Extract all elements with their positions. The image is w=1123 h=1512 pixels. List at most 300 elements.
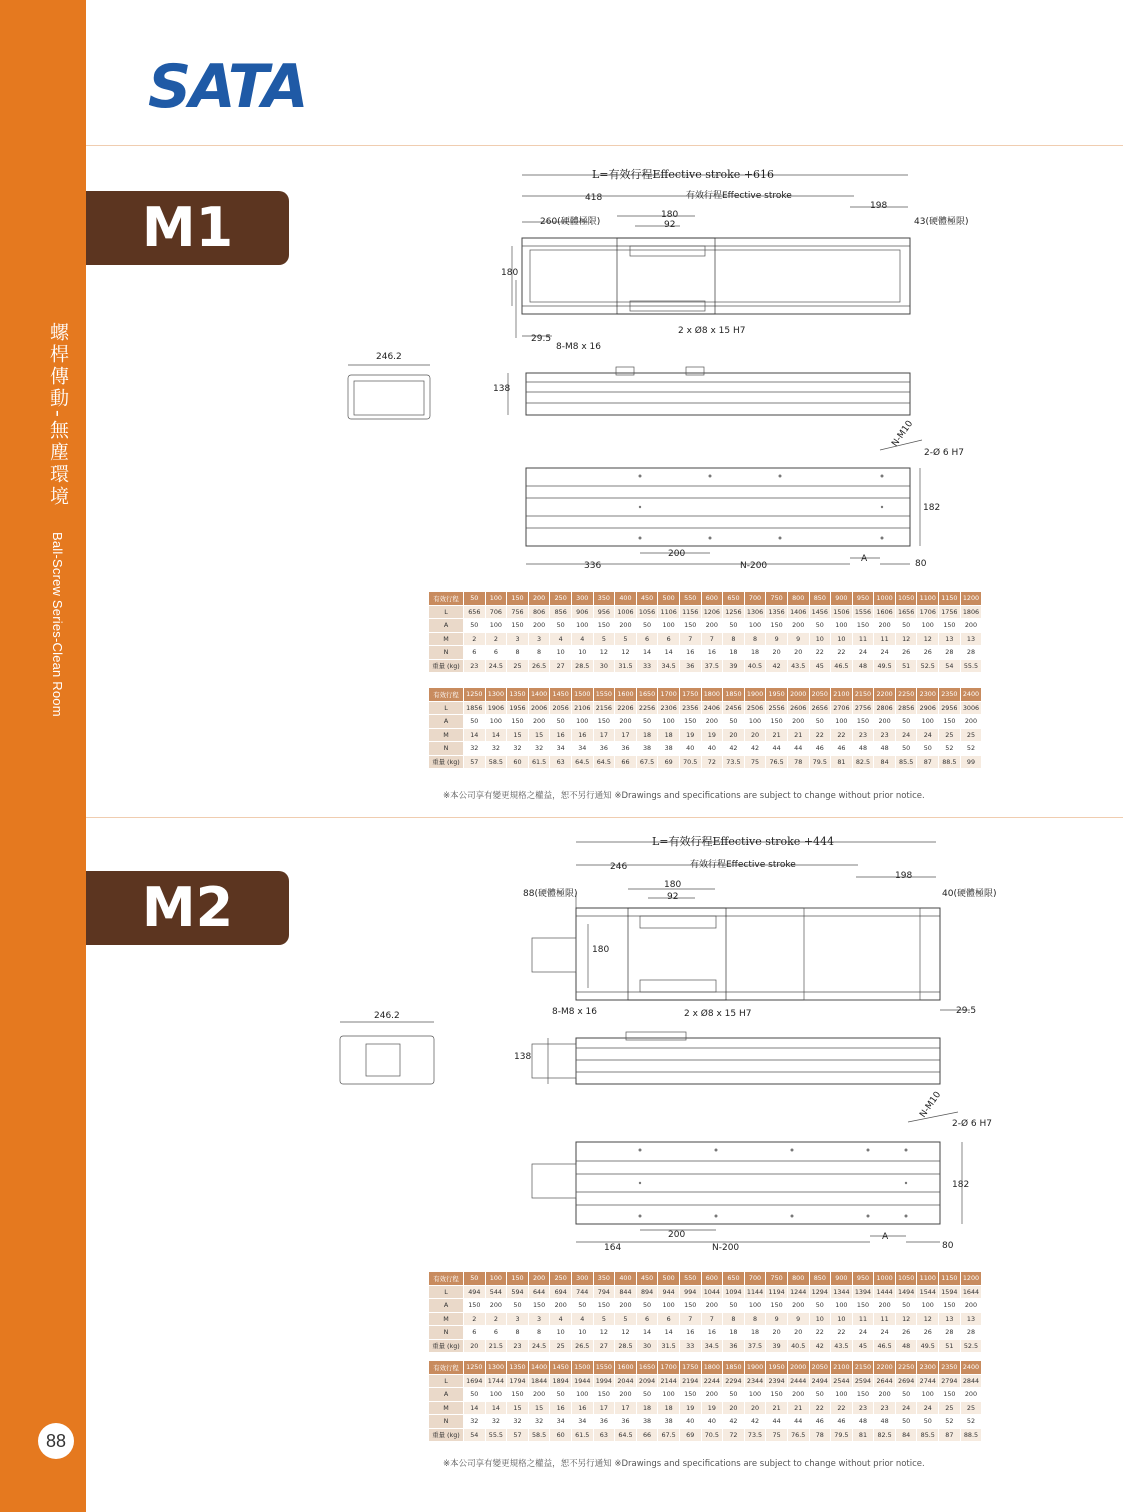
table-cell: 1506 bbox=[831, 605, 853, 619]
table-cell: 100 bbox=[571, 619, 593, 633]
table-cell: 150 bbox=[939, 715, 961, 729]
table-cell: 5 bbox=[593, 1312, 615, 1326]
table-cell: 794 bbox=[593, 1285, 615, 1299]
table-cell: 9 bbox=[766, 1312, 788, 1326]
table-cell: 46.5 bbox=[831, 659, 853, 673]
table-cell: 2 bbox=[485, 632, 507, 646]
table-cell: 10 bbox=[809, 632, 831, 646]
table-cell: 12 bbox=[615, 1326, 637, 1340]
table-cell: 28.5 bbox=[571, 659, 593, 673]
table-header-cell: 300 bbox=[571, 592, 593, 606]
m1-dim-80: 80 bbox=[915, 559, 927, 569]
table-cell: 50 bbox=[550, 1388, 572, 1402]
table-header-row bbox=[429, 1361, 982, 1375]
table-header-cell: 100 bbox=[485, 1272, 507, 1286]
table-header-cell: 2150 bbox=[852, 688, 874, 702]
table-cell: 17 bbox=[615, 1401, 637, 1415]
table-header-cell: 1650 bbox=[636, 688, 658, 702]
table-row bbox=[429, 701, 982, 715]
table-cell: 50 bbox=[550, 619, 572, 633]
table-cell: 2 bbox=[464, 1312, 486, 1326]
sidebar bbox=[0, 0, 86, 1512]
table-row bbox=[429, 1299, 982, 1313]
table-cell: 1844 bbox=[528, 1374, 550, 1388]
table-cell: 52.5 bbox=[917, 659, 939, 673]
table-cell: 150 bbox=[507, 619, 529, 633]
table-cell: 100 bbox=[571, 1388, 593, 1402]
table-cell: 6 bbox=[464, 1326, 486, 1340]
table-cell: 150 bbox=[939, 619, 961, 633]
table-cell: 18 bbox=[723, 646, 745, 660]
table-cell: 52 bbox=[960, 1415, 982, 1429]
table-cell: 31.5 bbox=[615, 659, 637, 673]
row-label-cell: L bbox=[429, 605, 464, 619]
table-cell: 2506 bbox=[744, 701, 766, 715]
table-cell: 23 bbox=[852, 728, 874, 742]
table-cell: 100 bbox=[571, 715, 593, 729]
table-cell: 55.5 bbox=[960, 659, 982, 673]
table-cell: 2156 bbox=[593, 701, 615, 715]
table-cell: 1356 bbox=[766, 605, 788, 619]
table-cell: 8 bbox=[528, 646, 550, 660]
table-cell: 28 bbox=[939, 1326, 961, 1340]
table-cell: 64.5 bbox=[571, 755, 593, 769]
row-label-cell: L bbox=[429, 701, 464, 715]
table-header-row bbox=[429, 1272, 982, 1286]
table-cell: 200 bbox=[874, 1299, 896, 1313]
table-cell: 844 bbox=[615, 1285, 637, 1299]
m2-dim-200: 200 bbox=[668, 1230, 686, 1240]
table-cell: 50 bbox=[464, 715, 486, 729]
m2-dim-stroke: 有效行程Effective stroke bbox=[690, 860, 796, 870]
table-cell: 55.5 bbox=[485, 1428, 507, 1442]
table-header-row bbox=[429, 592, 982, 606]
table-cell: 23 bbox=[874, 1401, 896, 1415]
table-cell: 18 bbox=[723, 1326, 745, 1340]
table-cell: 150 bbox=[528, 1299, 550, 1313]
table-cell: 78 bbox=[809, 1428, 831, 1442]
table-cell: 894 bbox=[636, 1285, 658, 1299]
table-cell: 2606 bbox=[787, 701, 809, 715]
table-cell: 49.5 bbox=[874, 659, 896, 673]
table-header-cell: 1850 bbox=[723, 1361, 745, 1375]
table-cell: 706 bbox=[485, 605, 507, 619]
table-cell: 150 bbox=[593, 1388, 615, 1402]
table-header-cell: 1000 bbox=[874, 1272, 896, 1286]
table-cell: 43.5 bbox=[831, 1339, 853, 1353]
table-cell: 34 bbox=[550, 1415, 572, 1429]
table-cell: 14 bbox=[636, 1326, 658, 1340]
table-cell: 12 bbox=[895, 1312, 917, 1326]
table-cell: 5 bbox=[615, 1312, 637, 1326]
table-cell: 22 bbox=[831, 1326, 853, 1340]
table-row bbox=[429, 715, 982, 729]
table-cell: 88.5 bbox=[939, 755, 961, 769]
table-cell: 49.5 bbox=[917, 1339, 939, 1353]
table-header-cell: 有效行程 bbox=[429, 1272, 464, 1286]
table-cell: 150 bbox=[464, 1299, 486, 1313]
table-cell: 7 bbox=[679, 632, 701, 646]
table-cell: 2456 bbox=[723, 701, 745, 715]
table-cell: 99 bbox=[960, 755, 982, 769]
table-header-cell: 1600 bbox=[615, 1361, 637, 1375]
table-cell: 50 bbox=[723, 1299, 745, 1313]
table-cell: 9 bbox=[766, 632, 788, 646]
table-cell: 200 bbox=[528, 619, 550, 633]
table-cell: 40.5 bbox=[744, 659, 766, 673]
table-cell: 150 bbox=[593, 715, 615, 729]
sidebar-title-en: Ball-Screw Series-Clean Room bbox=[50, 532, 65, 717]
table-cell: 1444 bbox=[874, 1285, 896, 1299]
table-cell: 16 bbox=[679, 646, 701, 660]
table-header-cell: 2050 bbox=[809, 688, 831, 702]
table-cell: 100 bbox=[917, 715, 939, 729]
table-cell: 21 bbox=[787, 728, 809, 742]
table-cell: 33 bbox=[679, 1339, 701, 1353]
m1-dim-198: 198 bbox=[870, 201, 888, 211]
table-header-cell: 250 bbox=[550, 592, 572, 606]
table-cell: 906 bbox=[571, 605, 593, 619]
table-cell: 3 bbox=[528, 632, 550, 646]
table-cell: 37.5 bbox=[744, 1339, 766, 1353]
table-cell: 1344 bbox=[831, 1285, 853, 1299]
table-cell: 52 bbox=[939, 1415, 961, 1429]
table-cell: 2106 bbox=[571, 701, 593, 715]
table-header-cell: 900 bbox=[831, 592, 853, 606]
m2-spec-table-1 bbox=[428, 1271, 982, 1353]
table-cell: 48 bbox=[852, 659, 874, 673]
table-cell: 2556 bbox=[766, 701, 788, 715]
table-cell: 100 bbox=[917, 619, 939, 633]
table-cell: 26 bbox=[917, 646, 939, 660]
table-cell: 69 bbox=[679, 1428, 701, 1442]
table-cell: 25 bbox=[939, 728, 961, 742]
table-cell: 36 bbox=[615, 742, 637, 756]
row-label-cell: N bbox=[429, 742, 464, 756]
m2-dim-29-5: 29.5 bbox=[956, 1006, 977, 1016]
table-cell: 43.5 bbox=[787, 659, 809, 673]
table-header-cell: 2200 bbox=[874, 688, 896, 702]
table-row bbox=[429, 1428, 982, 1442]
divider-top bbox=[86, 145, 1123, 146]
table-cell: 2706 bbox=[831, 701, 853, 715]
table-cell: 2394 bbox=[766, 1374, 788, 1388]
m1-dim-182: 182 bbox=[923, 503, 941, 513]
table-row bbox=[429, 1374, 982, 1388]
table-cell: 46 bbox=[831, 742, 853, 756]
table-cell: 31.5 bbox=[658, 1339, 680, 1353]
table-row bbox=[429, 1415, 982, 1429]
table-cell: 52.5 bbox=[960, 1339, 982, 1353]
table-cell: 79.5 bbox=[809, 755, 831, 769]
table-cell: 956 bbox=[593, 605, 615, 619]
table-header-cell: 350 bbox=[593, 592, 615, 606]
table-cell: 2756 bbox=[852, 701, 874, 715]
table-cell: 46.5 bbox=[874, 1339, 896, 1353]
m2-dim-40: 40(硬體極限) bbox=[942, 889, 997, 899]
table-cell: 10 bbox=[550, 1326, 572, 1340]
table-cell: 200 bbox=[615, 619, 637, 633]
table-header-cell: 1950 bbox=[766, 1361, 788, 1375]
table-cell: 54 bbox=[464, 1428, 486, 1442]
table-header-cell: 800 bbox=[787, 592, 809, 606]
table-cell: 200 bbox=[615, 715, 637, 729]
table-header-cell: 1400 bbox=[528, 688, 550, 702]
table-cell: 20 bbox=[787, 646, 809, 660]
table-cell: 1556 bbox=[852, 605, 874, 619]
table-header-cell: 650 bbox=[723, 1272, 745, 1286]
table-cell: 150 bbox=[593, 619, 615, 633]
table-cell: 8 bbox=[723, 1312, 745, 1326]
table-cell: 50 bbox=[636, 715, 658, 729]
table-cell: 2244 bbox=[701, 1374, 723, 1388]
table-header-cell: 400 bbox=[615, 1272, 637, 1286]
table-cell: 1706 bbox=[917, 605, 939, 619]
table-header-cell: 500 bbox=[658, 1272, 680, 1286]
row-label-cell: N bbox=[429, 1326, 464, 1340]
table-cell: 8 bbox=[723, 632, 745, 646]
table-cell: 23 bbox=[507, 1339, 529, 1353]
table-cell: 45 bbox=[852, 1339, 874, 1353]
table-cell: 24 bbox=[917, 728, 939, 742]
table-cell: 16 bbox=[701, 646, 723, 660]
row-label-cell: L bbox=[429, 1285, 464, 1299]
table-cell: 84 bbox=[874, 755, 896, 769]
table-cell: 2494 bbox=[809, 1374, 831, 1388]
table-cell: 44 bbox=[766, 1415, 788, 1429]
table-cell: 26 bbox=[895, 1326, 917, 1340]
table-header-cell: 700 bbox=[744, 1272, 766, 1286]
table-header-cell: 1750 bbox=[679, 688, 701, 702]
table-cell: 44 bbox=[766, 742, 788, 756]
table-cell: 20 bbox=[723, 728, 745, 742]
table-header-cell: 1450 bbox=[550, 688, 572, 702]
table-cell: 100 bbox=[658, 715, 680, 729]
table-cell: 82.5 bbox=[874, 1428, 896, 1442]
table-cell: 32 bbox=[485, 1415, 507, 1429]
table-cell: 2656 bbox=[809, 701, 831, 715]
table-cell: 15 bbox=[507, 1401, 529, 1415]
table-cell: 200 bbox=[787, 715, 809, 729]
table-cell: 2306 bbox=[658, 701, 680, 715]
table-cell: 594 bbox=[507, 1285, 529, 1299]
table-cell: 150 bbox=[852, 1299, 874, 1313]
table-cell: 23 bbox=[874, 728, 896, 742]
table-cell: 32 bbox=[464, 1415, 486, 1429]
table-cell: 1756 bbox=[939, 605, 961, 619]
table-header-cell: 1600 bbox=[615, 688, 637, 702]
m1-dim-260: 260(硬體極限) bbox=[540, 217, 601, 227]
table-cell: 10 bbox=[571, 646, 593, 660]
m2-disclaimer: ※本公司享有變更規格之權益，恕不另行通知 ※Drawings and specifications are subject to change without prior notice. bbox=[443, 1459, 925, 1469]
table-cell: 24.5 bbox=[528, 1339, 550, 1353]
table-cell: 10 bbox=[831, 1312, 853, 1326]
m2-dim-80: 80 bbox=[942, 1241, 954, 1251]
table-cell: 1406 bbox=[787, 605, 809, 619]
table-cell: 46 bbox=[809, 742, 831, 756]
m1-dim-a: A bbox=[861, 554, 868, 564]
table-cell: 6 bbox=[658, 1312, 680, 1326]
table-cell: 61.5 bbox=[528, 755, 550, 769]
table-cell: 20 bbox=[744, 1401, 766, 1415]
table-cell: 11 bbox=[874, 1312, 896, 1326]
table-row bbox=[429, 742, 982, 756]
table-header-cell: 1300 bbox=[485, 1361, 507, 1375]
table-cell: 50 bbox=[571, 1299, 593, 1313]
table-cell: 9 bbox=[787, 632, 809, 646]
table-cell: 48 bbox=[874, 742, 896, 756]
table-cell: 36 bbox=[679, 659, 701, 673]
table-header-cell: 1450 bbox=[550, 1361, 572, 1375]
table-cell: 1294 bbox=[809, 1285, 831, 1299]
table-cell: 50 bbox=[723, 715, 745, 729]
table-header-cell: 2300 bbox=[917, 688, 939, 702]
table-header-cell: 1900 bbox=[744, 688, 766, 702]
table-cell: 15 bbox=[528, 1401, 550, 1415]
table-cell: 3 bbox=[528, 1312, 550, 1326]
table-cell: 2694 bbox=[895, 1374, 917, 1388]
table-header-cell: 1300 bbox=[485, 688, 507, 702]
table-cell: 50 bbox=[895, 1388, 917, 1402]
table-row bbox=[429, 659, 982, 673]
table-cell: 17 bbox=[593, 1401, 615, 1415]
table-cell: 32 bbox=[528, 1415, 550, 1429]
table-cell: 39 bbox=[766, 1339, 788, 1353]
table-cell: 67.5 bbox=[636, 755, 658, 769]
table-cell: 5 bbox=[593, 632, 615, 646]
table-header-cell: 300 bbox=[571, 1272, 593, 1286]
m2-dim-a: A bbox=[882, 1232, 889, 1242]
table-cell: 3 bbox=[507, 632, 529, 646]
table-cell: 1944 bbox=[571, 1374, 593, 1388]
table-cell: 28 bbox=[939, 646, 961, 660]
table-row bbox=[429, 619, 982, 633]
row-label-cell: 重量 (kg) bbox=[429, 1428, 464, 1442]
table-cell: 7 bbox=[701, 632, 723, 646]
table-cell: 46 bbox=[809, 1415, 831, 1429]
m2-dim-198: 198 bbox=[895, 871, 913, 881]
table-cell: 150 bbox=[679, 1388, 701, 1402]
table-cell: 60 bbox=[550, 1428, 572, 1442]
table-cell: 50 bbox=[550, 715, 572, 729]
table-cell: 2406 bbox=[701, 701, 723, 715]
table-header-cell: 850 bbox=[809, 592, 831, 606]
table-cell: 42 bbox=[744, 742, 766, 756]
m2-dim-pin6: 2-Ø 6 H7 bbox=[952, 1119, 992, 1129]
table-row bbox=[429, 1401, 982, 1415]
table-cell: 19 bbox=[679, 728, 701, 742]
table-cell: 200 bbox=[874, 619, 896, 633]
table-cell: 2044 bbox=[615, 1374, 637, 1388]
table-cell: 200 bbox=[960, 715, 982, 729]
table-cell: 50 bbox=[507, 1299, 529, 1313]
table-header-cell: 1350 bbox=[507, 688, 529, 702]
table-cell: 50 bbox=[809, 1299, 831, 1313]
table-header-cell: 650 bbox=[723, 592, 745, 606]
m1-dim-180: 180 bbox=[661, 210, 679, 220]
table-cell: 22 bbox=[809, 728, 831, 742]
m1-dim-200: 200 bbox=[668, 549, 686, 559]
table-header-cell: 2350 bbox=[939, 1361, 961, 1375]
table-cell: 32 bbox=[507, 742, 529, 756]
table-header-cell: 2100 bbox=[831, 688, 853, 702]
table-cell: 18 bbox=[658, 1401, 680, 1415]
table-cell: 40 bbox=[679, 742, 701, 756]
table-cell: 21 bbox=[766, 1401, 788, 1415]
table-cell: 11 bbox=[852, 632, 874, 646]
table-cell: 1656 bbox=[895, 605, 917, 619]
table-header-cell: 450 bbox=[636, 592, 658, 606]
table-header-cell: 2100 bbox=[831, 1361, 853, 1375]
table-cell: 2956 bbox=[939, 701, 961, 715]
table-cell: 100 bbox=[831, 1299, 853, 1313]
table-cell: 7 bbox=[701, 1312, 723, 1326]
table-cell: 2 bbox=[464, 632, 486, 646]
table-header-cell: 1650 bbox=[636, 1361, 658, 1375]
table-cell: 20 bbox=[787, 1326, 809, 1340]
table-cell: 15 bbox=[507, 728, 529, 742]
table-cell: 1544 bbox=[917, 1285, 939, 1299]
table-cell: 1006 bbox=[615, 605, 637, 619]
table-cell: 25 bbox=[550, 1339, 572, 1353]
table-cell: 18 bbox=[636, 728, 658, 742]
table-cell: 150 bbox=[939, 1388, 961, 1402]
table-cell: 6 bbox=[485, 646, 507, 660]
table-cell: 1794 bbox=[507, 1374, 529, 1388]
table-cell: 3 bbox=[507, 1312, 529, 1326]
m2-drawing bbox=[330, 828, 997, 1258]
table-cell: 1056 bbox=[636, 605, 658, 619]
table-cell: 2794 bbox=[939, 1374, 961, 1388]
table-header-cell: 100 bbox=[485, 592, 507, 606]
table-cell: 63 bbox=[593, 1428, 615, 1442]
table-cell: 52 bbox=[960, 742, 982, 756]
table-cell: 22 bbox=[831, 728, 853, 742]
table-cell: 87 bbox=[939, 1428, 961, 1442]
table-cell: 150 bbox=[852, 715, 874, 729]
table-cell: 72 bbox=[723, 1428, 745, 1442]
table-cell: 44 bbox=[787, 1415, 809, 1429]
table-header-cell: 有效行程 bbox=[429, 1361, 464, 1375]
table-cell: 20 bbox=[464, 1339, 486, 1353]
table-cell: 2906 bbox=[917, 701, 939, 715]
m2-dim-n-200: N-200 bbox=[712, 1243, 740, 1253]
table-cell: 18 bbox=[744, 1326, 766, 1340]
table-cell: 100 bbox=[658, 1388, 680, 1402]
table-cell: 1894 bbox=[550, 1374, 572, 1388]
table-cell: 63 bbox=[550, 755, 572, 769]
table-header-cell: 550 bbox=[679, 592, 701, 606]
table-cell: 50 bbox=[809, 1388, 831, 1402]
table-cell: 34.5 bbox=[701, 1339, 723, 1353]
table-cell: 16 bbox=[679, 1326, 701, 1340]
table-cell: 100 bbox=[744, 1299, 766, 1313]
table-cell: 32 bbox=[485, 742, 507, 756]
table-cell: 10 bbox=[550, 646, 572, 660]
table-header-cell: 有效行程 bbox=[429, 688, 464, 702]
table-cell: 48 bbox=[852, 742, 874, 756]
table-cell: 28 bbox=[960, 1326, 982, 1340]
table-cell: 7 bbox=[679, 1312, 701, 1326]
table-cell: 10 bbox=[809, 1312, 831, 1326]
table-cell: 100 bbox=[658, 619, 680, 633]
table-header-cell: 50 bbox=[464, 592, 486, 606]
table-cell: 1044 bbox=[701, 1285, 723, 1299]
table-cell: 100 bbox=[658, 1299, 680, 1313]
table-header-cell: 1500 bbox=[571, 1361, 593, 1375]
table-cell: 85.5 bbox=[895, 755, 917, 769]
table-header-cell: 2350 bbox=[939, 688, 961, 702]
